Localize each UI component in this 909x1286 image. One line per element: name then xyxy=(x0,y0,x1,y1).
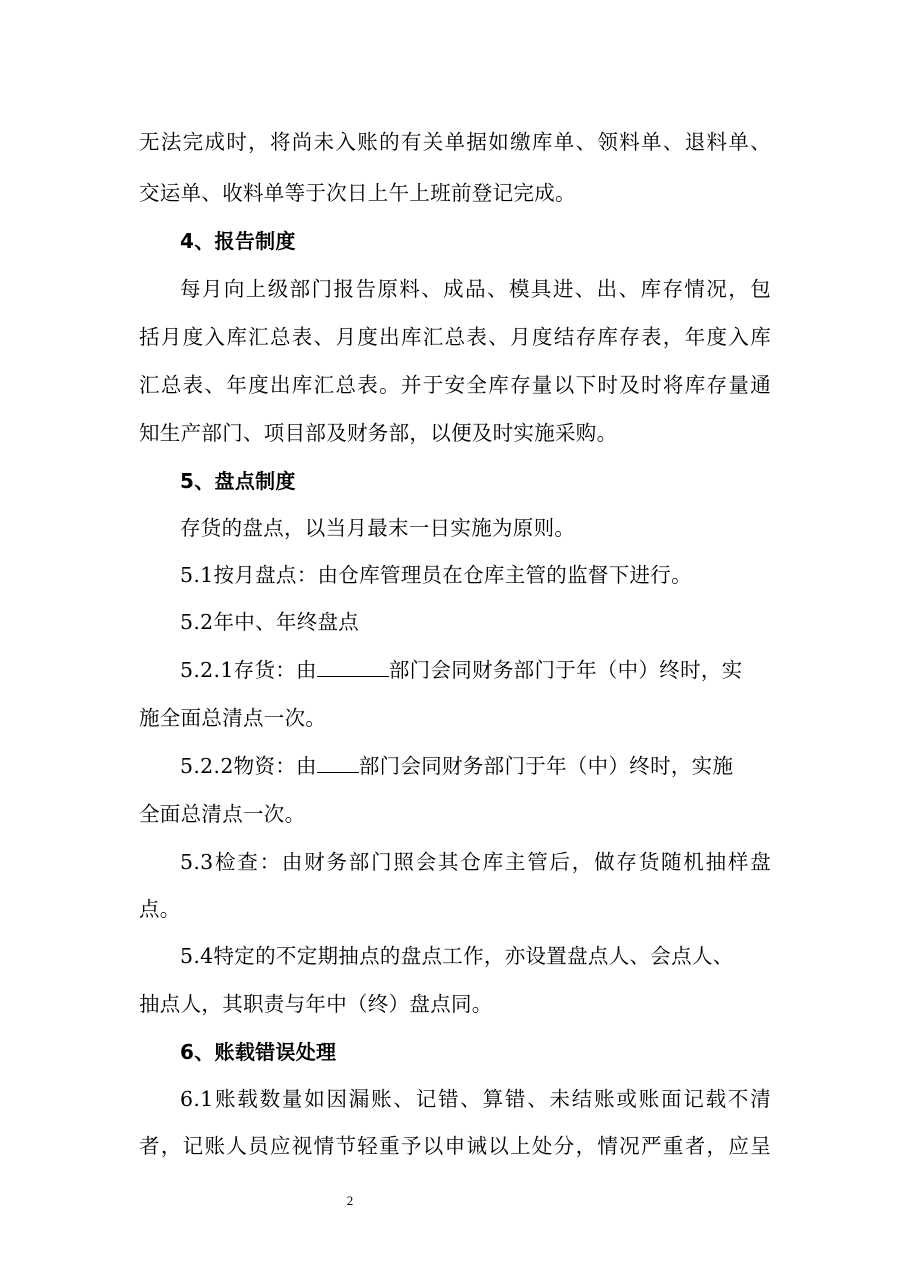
paragraph-line: 全面总清点一次。 xyxy=(139,802,306,826)
paragraph-line: 无法完成时，将尚未入账的有关单据如缴库单、领料单、退料单、 xyxy=(139,130,771,154)
paragraph-line: 6.1账载数量如因漏账、记错、算错、未结账或账面记载不清 xyxy=(180,1087,771,1111)
clause-prefix: 5.2.2物资：由 xyxy=(180,754,317,778)
paragraph-line: 5.1按月盘点：由仓库管理员在仓库主管的监督下进行。 xyxy=(180,563,692,587)
paragraph-line: 者，记账人员应视情节轻重予以申诫以上处分，情况严重者，应呈 xyxy=(139,1134,771,1158)
paragraph-line: 施全面总清点一次。 xyxy=(139,706,327,730)
paragraph-line-with-blank xyxy=(180,655,771,685)
paragraph-line: 存货的盘点，以当月最末一日实施为原则。 xyxy=(180,516,576,540)
paragraph-line: 每月向上级部门报告原料、成品、模具进、出、库存情况，包 xyxy=(180,277,771,301)
section-heading: 6、账载错误处理 xyxy=(180,1040,337,1064)
paragraph-line: 5.3检查：由财务部门照会其仓库主管后，做存货随机抽样盘 xyxy=(180,850,771,874)
paragraph-line: 5.4特定的不定期抽点的盘点工作，亦设置盘点人、会点人、 xyxy=(180,944,734,968)
fill-in-blank xyxy=(317,752,359,773)
paragraph-line: 点。 xyxy=(139,897,181,921)
paragraph-line: 交运单、收料单等于次日上午上班前登记完成。 xyxy=(139,181,576,205)
page-number: 2 xyxy=(346,1193,354,1208)
fill-in-blank xyxy=(317,656,389,677)
paragraph-line: 汇总表、年度出库汇总表。并于安全库存量以下时及时将库存量通 xyxy=(139,373,771,397)
clause-text: 部门会同财务部门于年（中）终时，实 xyxy=(388,658,743,682)
paragraph-line: 5.2年中、年终盘点 xyxy=(180,610,360,634)
clause-text: 部门会同财务部门于年（中）终时，实施 xyxy=(358,754,734,778)
paragraph-line: 知生产部门、项目部及财务部，以便及时实施采购。 xyxy=(139,421,618,445)
section-heading: 5、盘点制度 xyxy=(180,469,296,493)
paragraph-line-with-blank xyxy=(180,751,771,781)
paragraph-line: 括月度入库汇总表、月度出库汇总表、月度结存库存表，年度入库 xyxy=(139,325,771,349)
section-heading: 4、报告制度 xyxy=(180,229,296,253)
paragraph-line: 抽点人，其职责与年中（终）盘点同。 xyxy=(139,992,493,1016)
clause-prefix: 5.2.1存货：由 xyxy=(180,658,317,682)
